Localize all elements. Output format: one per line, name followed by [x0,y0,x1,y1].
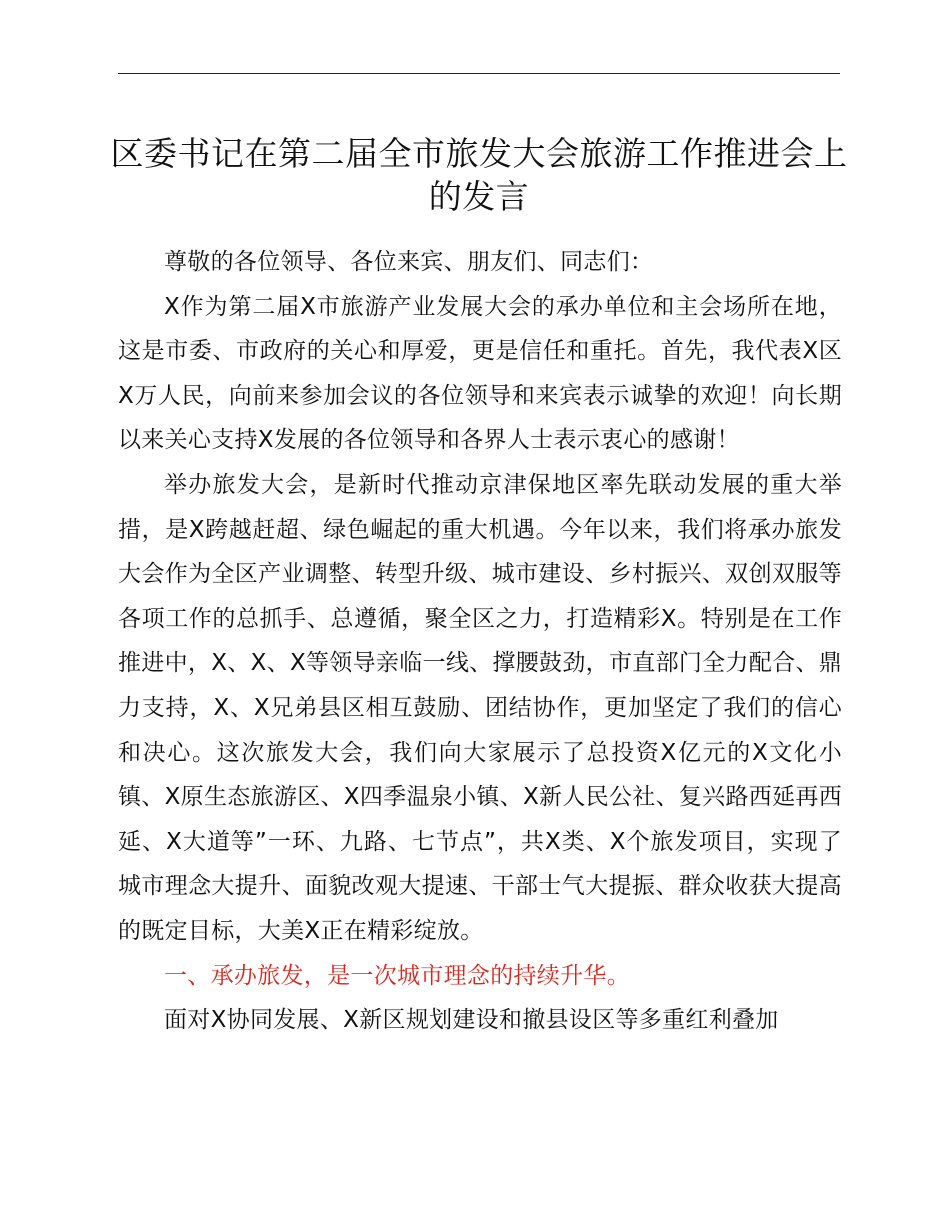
paragraph-3: 面对X协同发展、X新区规划建设和撤县设区等多重红利叠加 [164,1007,779,1034]
paragraph-2: 举办旅发大会，是新时代推动京津保地区率先联动发展的重大举措，是X跨越赶超、绿色崛起的重大机遇。今年以来，我们将承办旅发大会作为全区产业调整、转型升级、城市建设、乡村振兴、双创双服等各项工作的总抓手、总遵循，聚全区之力，打造精彩X。特别是在工作推进中，X、X、X等领导亲临一线、撑腰鼓劲，市直部门全力配合、鼎力支持，X、X兄弟县区相互鼓励、团结协作，更加坚定了我们的信心和决心。这次旅发大会，我们向大家展示了总投资X亿元的X文化小镇、X原生态旅游区、X四季温泉小镇、X新人民公社、复兴路西延再西延、X大道等”一环、九路、七节点”，共X类、X个旅发项目，实现了城市理念大提升、面貌改观大提速、干部士气大提振、群众收获大提高的既定目标，大美X正在精彩绽放。 [118,471,842,944]
paragraph-1: X作为第二届X市旅游产业发展大会的承办单位和主会场所在地，这是市委、市政府的关心和厚爱，更是信任和重托。首先，我代表X区X万人民，向前来参加会议的各位领导和来宾表示诚挚的欢迎！向长期以来关心支持X发展的各位领导和各界人士表示衷心的感谢！ [118,293,842,454]
header-rule [118,73,840,74]
salutation: 尊敬的各位领导、各位来宾、朋友们、同志们： [164,249,654,275]
section-heading: 一、承办旅发，是一次城市理念的持续升华。 [164,962,630,989]
document-title: 区委书记在第二届全市旅发大会旅游工作推进会上的发言 [110,134,848,216]
document-body [118,240,842,1043]
